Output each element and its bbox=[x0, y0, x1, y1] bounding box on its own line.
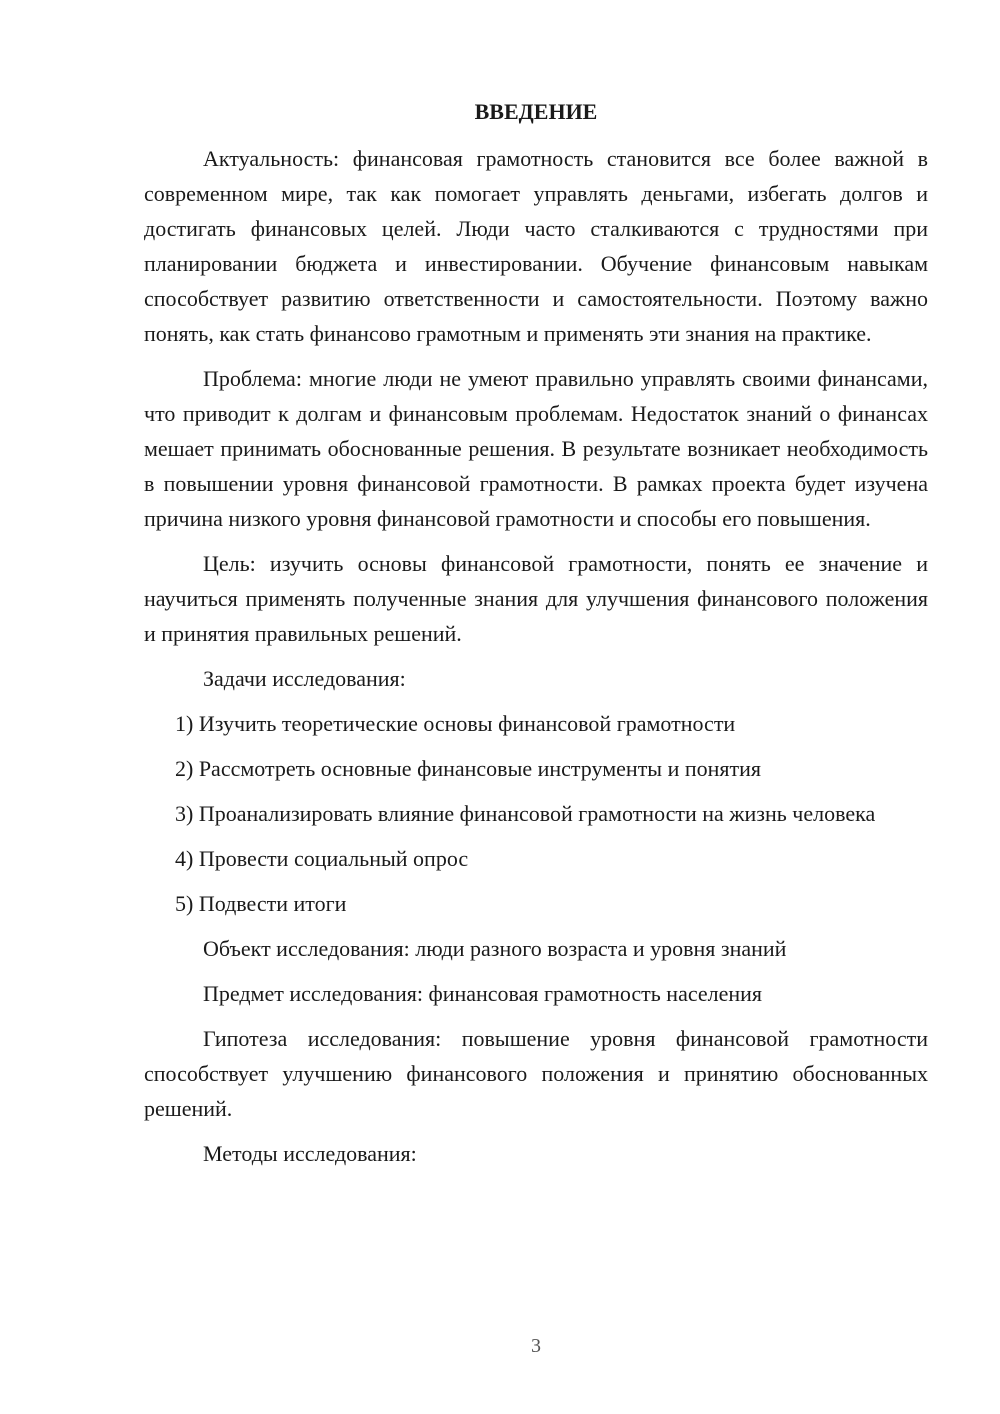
page-title: ВВЕДЕНИЕ bbox=[474, 99, 598, 124]
task-item-4: 4) Провести социальный опрос bbox=[175, 846, 469, 871]
page-number: 3 bbox=[531, 1335, 541, 1357]
task-item-1: 1) Изучить теоретические основы финансовой грамотности bbox=[175, 711, 736, 736]
research-object: Объект исследования: люди разного возраста и уровня знаний bbox=[203, 936, 787, 961]
relevance-paragraph: Актуальность: финансовая грамотность становится все более важной в современном мире, так как помогает управлять деньгами, избегать долгов и достигать финансовых целей. Люди часто сталкиваются с трудностями при планировании бюджета и инвестировании. Обучение финансовым навыкам способствует развитию ответственности и самостоятельности. Поэтому важно понять, как стать финансово грамотным и применять эти знания на практике. bbox=[144, 146, 928, 346]
research-hypothesis: Гипотеза исследования: повышение уровня финансовой грамотности способствует улучшению финансового положения и принятию обоснованных решений. bbox=[144, 1026, 928, 1121]
page-content bbox=[144, 94, 928, 1181]
research-subject: Предмет исследования: финансовая грамотность населения bbox=[203, 981, 763, 1006]
task-item-3: 3) Проанализировать влияние финансовой грамотности на жизнь человека bbox=[175, 801, 876, 826]
task-item-2: 2) Рассмотреть основные финансовые инструменты и понятия bbox=[175, 756, 762, 781]
tasks-heading: Задачи исследования: bbox=[203, 666, 406, 691]
problem-paragraph: Проблема: многие люди не умеют правильно управлять своими финансами, что приводит к долгам и финансовым проблемам. Недостаток знаний о финансах мешает принимать обоснованные решения. В результате возникает необходимость в повышении уровня финансовой грамотности. В рамках проекта будет изучена причина низкого уровня финансовой грамотности и способы его повышения. bbox=[144, 366, 928, 531]
task-item-5: 5) Подвести итоги bbox=[175, 891, 347, 916]
goal-paragraph: Цель: изучить основы финансовой грамотности, понять ее значение и научиться применять полученные знания для улучшения финансового положения и принятия правильных решений. bbox=[144, 551, 928, 646]
research-methods: Методы исследования: bbox=[203, 1141, 417, 1166]
